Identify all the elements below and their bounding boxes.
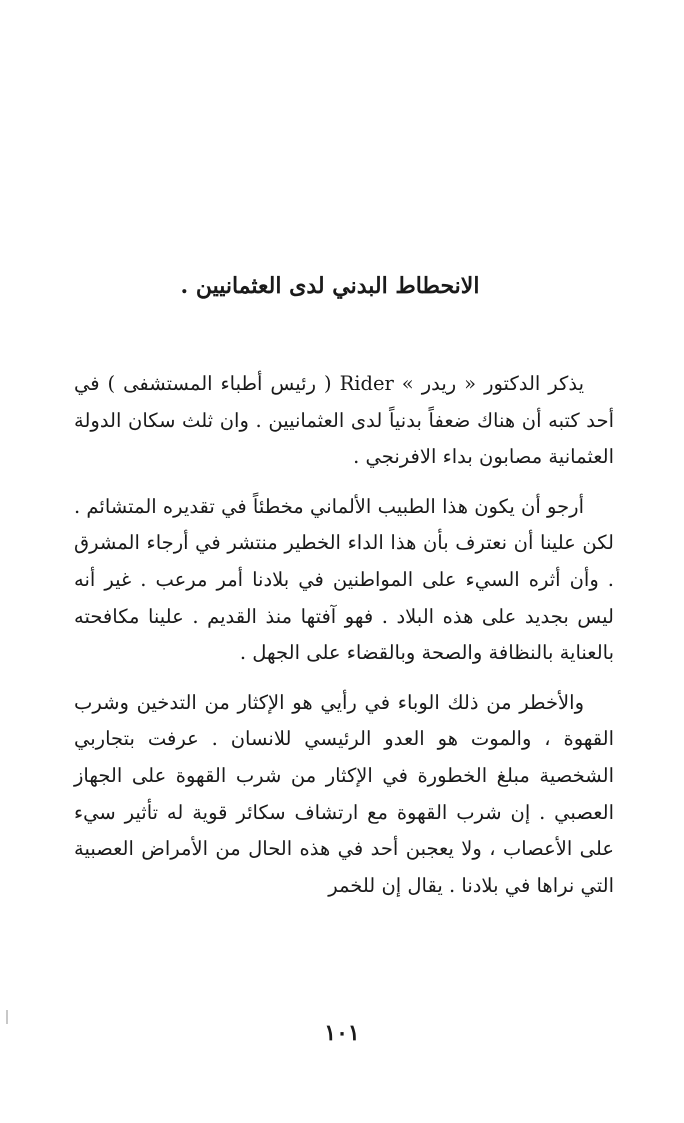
chapter-title: الانحطاط البدني لدى العثمانيين . bbox=[180, 273, 480, 299]
paragraph-3: والأخطر من ذلك الوباء في رأيي هو الإكثار من التدخين وشرب القهوة ، والموت هو العدو الرئيسي للانسان . عرفت بتجاربي الشخصية مبلغ الخطورة في الإكثار من شرب القهوة على الجهاز العصبي . إن شرب القهوة مع ارتشاف سكائر قوية له تأثير سيء على الأعصاب ، ولا يعجبن أحد في هذه الحال من الأمراض العصبية التي نراها في بلادنا . يقال إن للخمر bbox=[74, 690, 614, 897]
body-text bbox=[74, 366, 614, 904]
paragraph-2: أرجو أن يكون هذا الطبيب الألماني مخطئاً في تقديره المتشائم . لكن علينا أن نعترف بأن هذا الداء الخطير منتشر في أرجاء المشرق . وأن أثره السيء على المواطنين في بلادنا أمر مرعب . غير أنه ليس بجديد على هذه البلاد . فهو آفتها منذ القديم . علينا مكافحته بالعناية بالنظافة والصحة وبالقضاء على الجهل . bbox=[74, 494, 614, 665]
paragraph-1: يذكر الدكتور « ريدر » Rider ( رئيس أطباء المستشفى ) في أحد كتبه أن هناك ضعفاً بدنياً لدى العثمانيين . وان ثلث سكان الدولة العثمانية مصابون بداء الافرنجي . bbox=[74, 372, 614, 469]
page-number: ١٠١ bbox=[324, 1020, 360, 1046]
scan-edge-mark bbox=[6, 1010, 8, 1024]
